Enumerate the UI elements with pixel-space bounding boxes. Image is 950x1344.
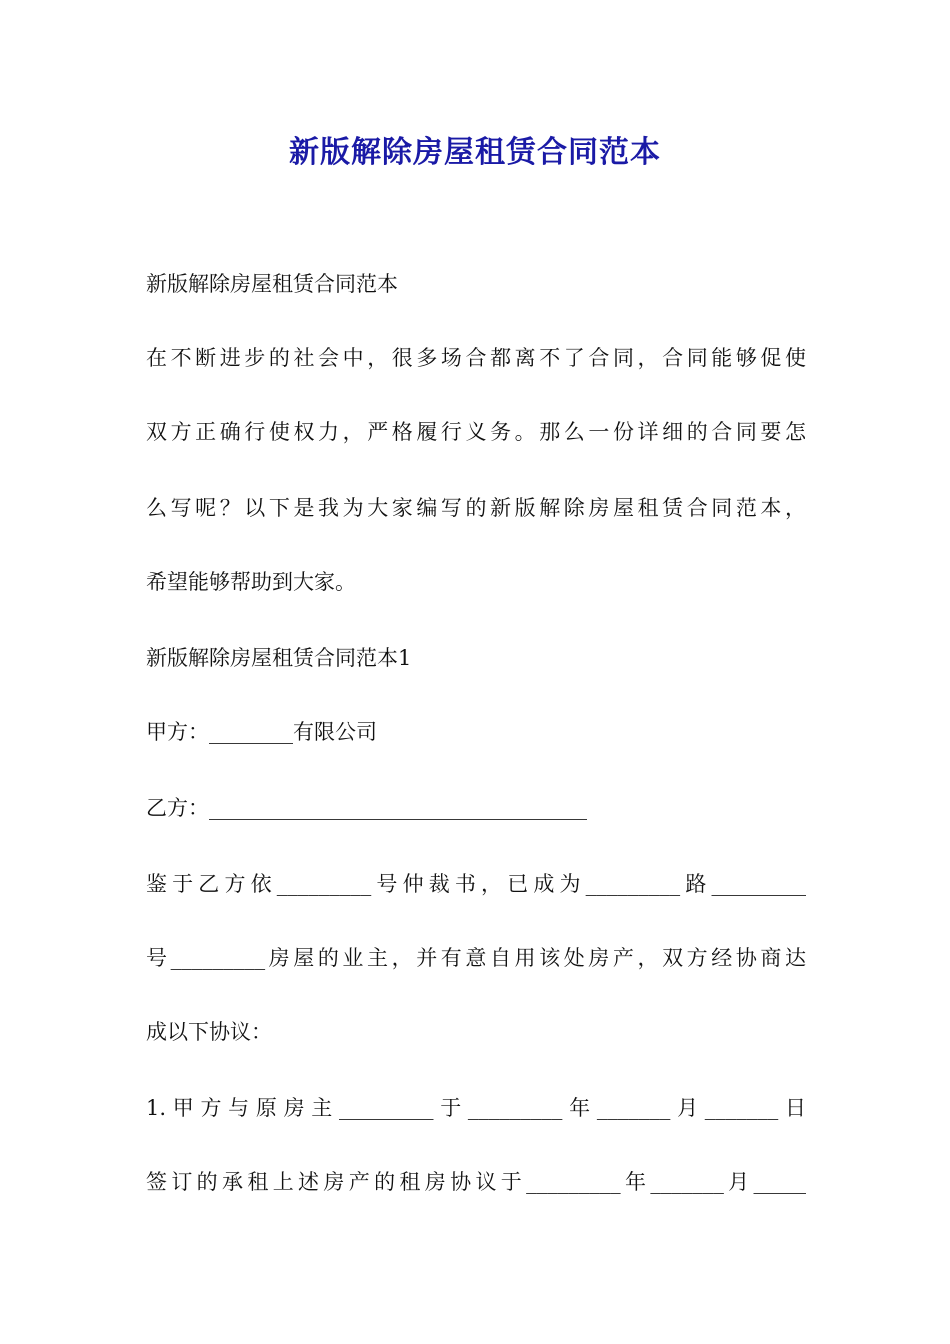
- clause-line: 成以下协议：: [146, 1020, 272, 1044]
- section-heading: 新版解除房屋租赁合同范本1: [146, 646, 412, 670]
- clause-line: 鉴于乙方依_________号仲裁书，已成为_________路_________: [146, 872, 806, 896]
- paragraph-line: 么写呢？以下是我为大家编写的新版解除房屋租赁合同范本，: [146, 496, 806, 520]
- party-b-line: 乙方：____________________________________: [146, 796, 587, 820]
- paragraph-line: 在不断进步的社会中，很多场合都离不了合同，合同能够促使: [146, 346, 806, 370]
- paragraph-line: 希望能够帮助到大家。: [146, 570, 356, 594]
- clause-line: 1.甲方与原房主_________于_________年_______月_______日: [146, 1096, 806, 1120]
- document-title: 新版解除房屋租赁合同范本: [289, 135, 661, 170]
- clause-line: 签订的承租上述房产的租房协议于_________年_______月_____: [146, 1170, 806, 1194]
- party-a-line: 甲方：________有限公司: [146, 720, 377, 744]
- clause-line: 号_________房屋的业主，并有意自用该处房产，双方经协商达: [146, 946, 806, 970]
- subtitle-line: 新版解除房屋租赁合同范本: [146, 272, 398, 296]
- paragraph-line: 双方正确行使权力，严格履行义务。那么一份详细的合同要怎: [146, 420, 806, 444]
